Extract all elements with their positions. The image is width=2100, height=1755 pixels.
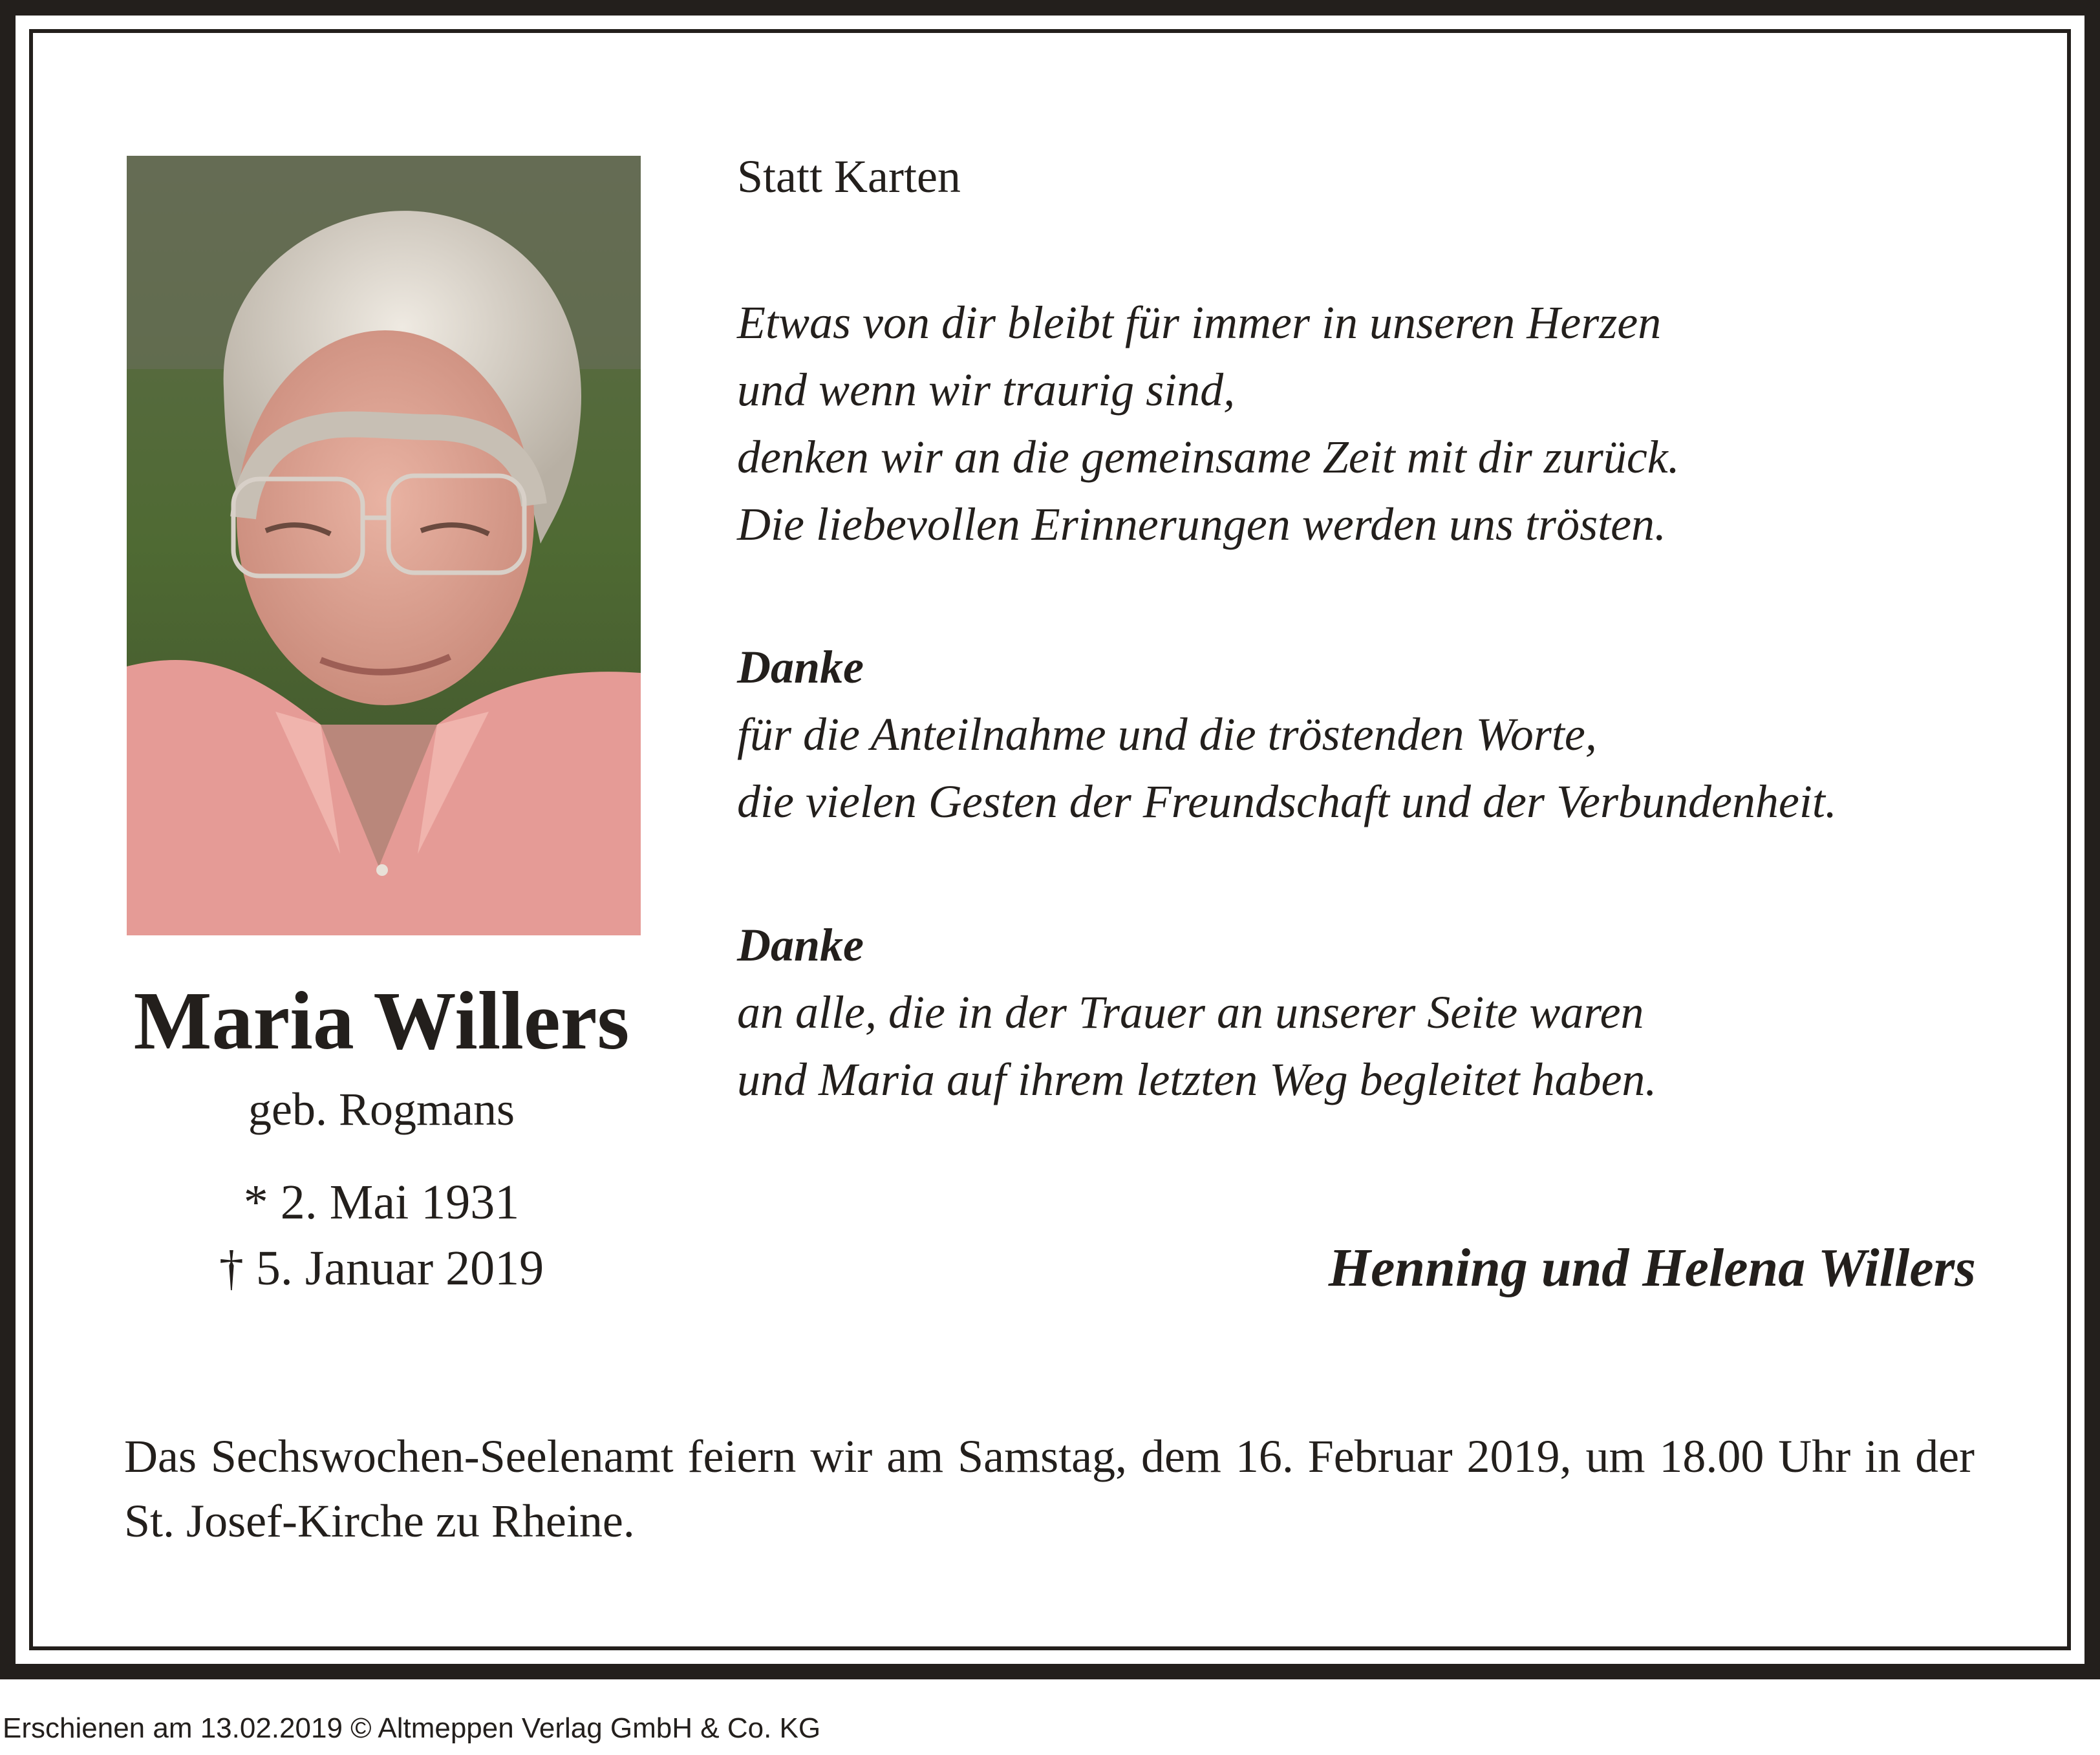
thanks-title: Danke [737,641,864,693]
poem-line: Etwas von dir bleibt für immer in unseren Herzen [737,297,1662,348]
thanks-block [737,633,1837,835]
portrait-photo [127,156,641,935]
death-date: † 5. Januar 2019 [219,1241,544,1295]
thanks-line: und Maria auf ihrem letzten Weg begleitet haben. [737,1054,1657,1105]
poem [737,289,1680,558]
thanks-line: die vielen Gesten der Freundschaft und der Verbundenheit. [737,776,1837,827]
maiden-name: geb. Rogmans [248,1083,515,1135]
deceased-name: Maria Willers [133,975,630,1067]
birth-date: * 2. Mai 1931 [243,1175,520,1229]
thanks-line: an alle, die in der Trauer an unserer Seite waren [737,986,1644,1038]
family-signature: Henning und Helena Willers [1328,1238,1976,1298]
poem-line: Die liebevollen Erinnerungen werden uns trösten. [737,498,1667,550]
thanks-line: für die Anteilnahme und die tröstenden Worte, [737,708,1597,760]
statt-karten-heading: Statt Karten [737,151,961,202]
publication-footer: Erschienen am 13.02.2019 © Altmeppen Verlag GmbH & Co. KG [3,1712,821,1744]
thanks-block [737,911,1656,1113]
poem-line: und wenn wir traurig sind, [737,364,1236,416]
thanks-title: Danke [737,919,864,971]
poem-line: denken wir an die gemeinsame Zeit mit dir zurück. [737,431,1680,483]
mass-announcement: Das Sechswochen-Seelenamt feiern wir am Samstag, dem 16. Februar 2019, um 18.00 Uhr in der St. Josef-Kirche zu Rheine. [124,1431,1975,1547]
